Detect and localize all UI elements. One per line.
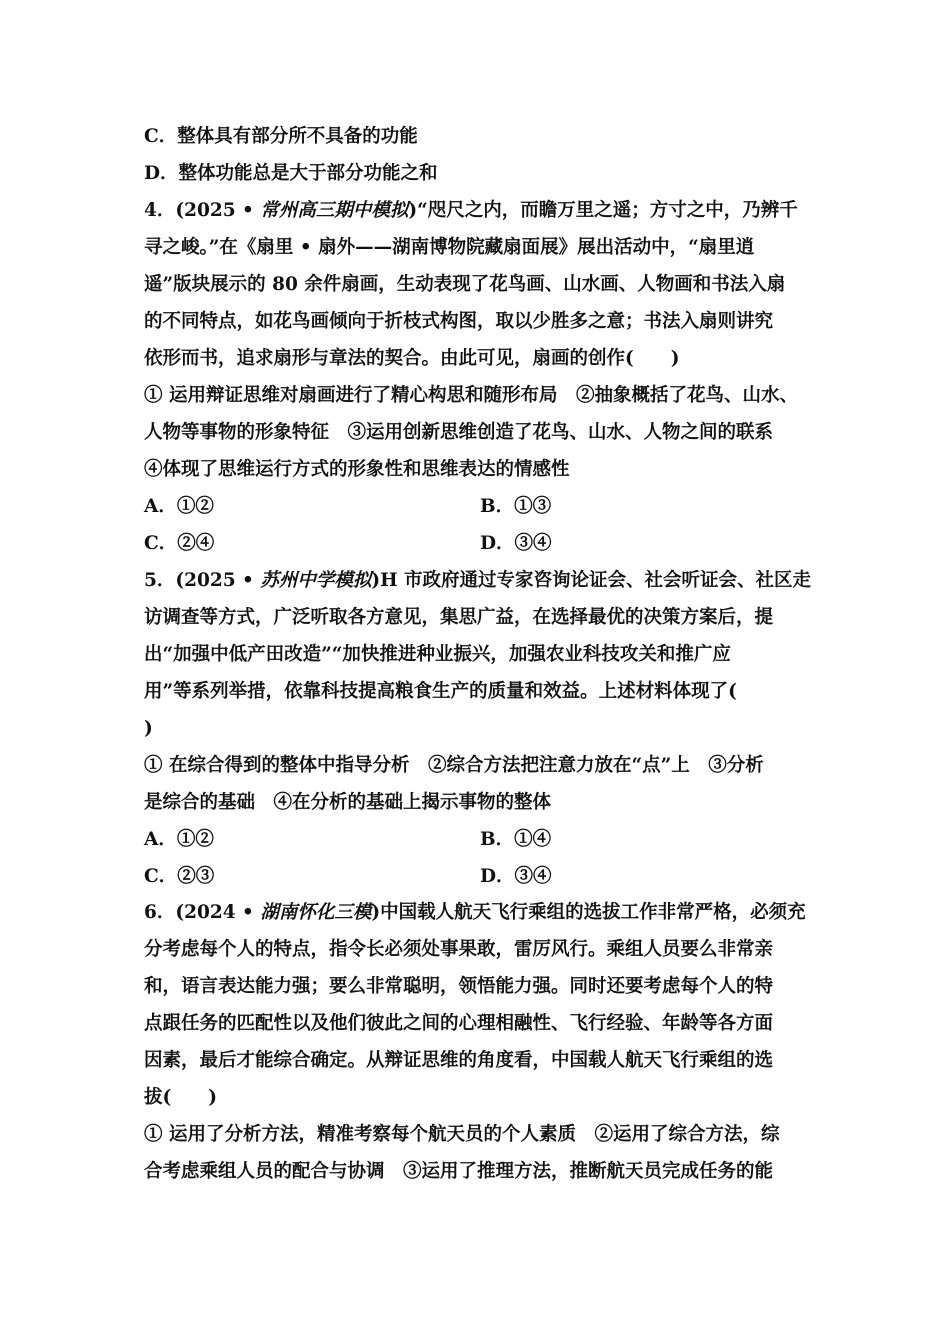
q5-stem-line-2: 访调查等方式，广泛听取各方意见，集思广益，在选择最优的决策方案后，提 <box>144 607 774 628</box>
q4-source-close: ) <box>408 200 418 221</box>
q4-option-d: D．③④ <box>480 533 552 554</box>
q6-statement-line-1: ① 运用了分析方法，精准考察每个航天员的个人素质 ②运用了综合方法，综 <box>144 1124 780 1145</box>
q5-number: 5． <box>144 570 176 591</box>
q5-statement-line-2: 是综合的基础 ④在分析的基础上揭示事物的整体 <box>144 792 552 813</box>
q6-stem-text: 中国载人航天飞行乘组的选拔工作非常严格，必须充 <box>380 902 806 923</box>
q3-option-d: D．整体功能总是大于部分功能之和 <box>144 163 438 184</box>
q5-option-b: B．①④ <box>480 829 552 850</box>
q4-stem-line-4: 的不同特点，如花鸟画倾向于折枝式构图，取以少胜多之意；书法入扇则讲究 <box>144 311 774 332</box>
q4-statement-line-3: ④体现了思维运行方式的形象性和思维表达的情感性 <box>144 459 570 480</box>
q5-stem-text: H 市政府通过专家咨询论证会、社会听证会、社区走 <box>380 570 812 591</box>
q6-stem-line-3: 和，语言表达能力强；要么非常聪明，领悟能力强。同时还要考虑每个人的特 <box>144 976 774 997</box>
q5-source-close: ) <box>371 570 381 591</box>
q4-option-a: A．①② <box>144 496 214 517</box>
q4-statement-line-1: ① 运用辩证思维对扇画进行了精心构思和随形布局 ②抽象概括了花鸟、山水、 <box>144 385 798 406</box>
q5-stem-line-4: 用”等系列举措，依靠科技提高粮食生产的质量和效益。上述材料体现了( <box>144 681 737 702</box>
q6-source: 湖南怀化三模 <box>260 902 372 923</box>
q6-source-close: ) <box>371 902 381 923</box>
q4-source-open: (2025 • <box>175 200 261 221</box>
q5-option-d: D．③④ <box>480 866 552 887</box>
q4-stem-line-3: 遥”版块展示的 80 余件扇画，生动表现了花鸟画、山水画、人物画和书法入扇 <box>144 274 786 295</box>
q3-option-c: C．整体具有部分所不具备的功能 <box>144 126 418 147</box>
q4-stem-line-1 <box>144 199 820 223</box>
q5-stem-line-5: ) <box>144 718 153 739</box>
q4-stem-line-2: 寻之峻。”在《扇里 • 扇外——湖南博物院藏扇面展》展出活动中，“扇里逍 <box>144 237 755 258</box>
q6-stem-line-5: 因素，最后才能综合确定。从辩证思维的角度看，中国载人航天飞行乘组的选 <box>144 1050 774 1071</box>
q6-stem-line-4: 点跟任务的匹配性以及他们彼此之间的心理相融性、飞行经验、年龄等各方面 <box>144 1013 774 1034</box>
q6-stem-line-2: 分考虑每个人的特点，指令长必须处事果敢，雷厉风行。乘组人员要么非常亲 <box>144 939 774 960</box>
q6-number: 6． <box>144 902 176 923</box>
q6-source-open: (2024 • <box>175 902 261 923</box>
q5-source-open: (2025 • <box>175 570 261 591</box>
q5-source: 苏州中学模拟 <box>260 570 372 591</box>
q6-stem-line-6: 拔( ) <box>144 1087 218 1108</box>
q5-statement-line-1: ① 在综合得到的整体中指导分析 ②综合方法把注意力放在“点”上 ③分析 <box>144 755 764 776</box>
q5-option-a: A．①② <box>144 829 214 850</box>
q4-statement-line-2: 人物等事物的形象特征 ③运用创新思维创造了花鸟、山水、人物之间的联系 <box>144 422 774 443</box>
q6-statement-line-2: 合考虑乘组人员的配合与协调 ③运用了推理方法，推断航天员完成任务的能 <box>144 1161 774 1182</box>
q4-option-b: B．①③ <box>480 496 552 517</box>
q5-option-c: C．②③ <box>144 866 215 887</box>
q4-stem-text: “咫尺之内，而瞻万里之遥；方寸之中，乃辨千 <box>417 200 798 221</box>
q4-number: 4． <box>144 200 176 221</box>
q4-stem-line-5: 依形而书，追求扇形与章法的契合。由此可见，扇画的创作( ) <box>144 348 680 369</box>
q4-option-c: C．②④ <box>144 533 215 554</box>
q5-stem-line-1 <box>144 569 820 593</box>
q6-stem-line-1 <box>144 901 820 925</box>
q4-source: 常州高三期中模拟 <box>260 200 409 221</box>
q5-stem-line-3: 出“加强中低产田改造”“加快推进种业振兴，加强农业科技攻关和推广应 <box>144 644 731 665</box>
